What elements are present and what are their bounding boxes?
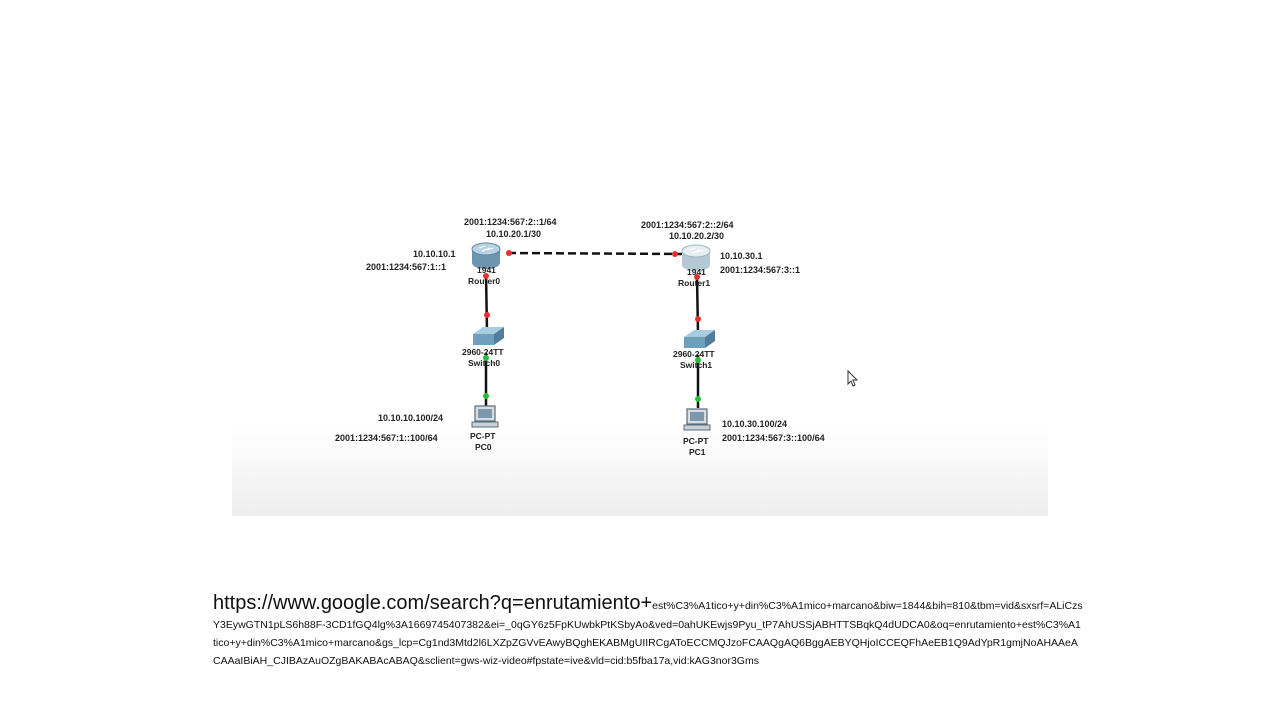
port-dot [484,312,490,318]
router0-model: 1941 [477,265,496,275]
switch0-icon[interactable] [473,327,504,345]
pc0-ipv6: 2001:1234:567:1::100/64 [335,433,438,443]
port-dot [672,251,678,257]
wan-link-router0-router1 [508,253,684,254]
pc1-name: PC1 [689,447,706,457]
pc0-name: PC0 [475,442,492,452]
pc1-model: PC-PT [683,436,709,446]
router1-name: Router1 [678,278,711,288]
switch0-name: Switch0 [468,358,501,368]
url-rest-text: est%C3%A1tico+y+din%C3%A1mico+marcano&biw=1844&bih=810&tbm=vid&sxsrf=ALiCzsY3EywGTN1pLS6h88F-3CD1fGQ4lg%3A1669745407382&ei=_0qGY6z5FpKUwbkPtKSbyAo&ved=0ahUKEwjs9Pyu_tP7AhUSSjABHTTSBqkQ4dUDCA0&oq=enrutamiento+est%C3%A1tico+y+din%C3%A1mico+marcano&gs_lcp=Cg1nd3Mtd2l6LXZpZGVvEAwyBQghEKABMgUIIRCgAToECCMQJzoFCAAQgAQ6BggAEBYQHjoICCEQFhAeEB1Q9AdYpR1gmjNoAHAAeACAAaIBiAH_CJIBAzAuOZgBAKABAcABAQ&sclient=gws-wiz-video#fpstate=ive&vld=cid:b5fba17a,vid:kAG3nor3Gms [213,600,1083,667]
router1-wan-ipv6: 2001:1234:567:2::2/64 [641,220,734,230]
url-main-text: https://www.google.com/search?q=enrutamiento+ [213,592,653,614]
router0-wan-ipv6: 2001:1234:567:2::1/64 [464,217,557,227]
switch1-icon[interactable] [684,330,715,348]
pc0-model: PC-PT [470,431,496,441]
router1-lan-ipv4: 10.10.30.1 [720,251,763,261]
pc1-ipv6: 2001:1234:567:3::100/64 [722,433,825,443]
port-dot [695,396,701,402]
pc0-icon[interactable] [472,406,498,427]
pc1-icon[interactable] [684,409,710,430]
port-dot [695,316,701,322]
router1-wan-ipv4: 10.10.20.2/30 [669,231,725,241]
topology-canvas [232,203,1048,516]
switch1-name: Switch1 [680,360,713,370]
router1-lan-ipv6: 2001:1234:567:3::1 [720,265,801,275]
router0-name: Router0 [468,276,501,286]
router1-model: 1941 [687,267,706,277]
pc1-ipv4: 10.10.30.100/24 [722,419,788,429]
port-dot [483,393,489,399]
pc0-ipv4: 10.10.10.100/24 [378,413,444,423]
router0-lan-ipv6: 2001:1234:567:1::1 [366,262,447,272]
source-url-caption [213,592,1083,669]
port-dot [506,250,512,256]
network-topology-diagram [232,203,1048,516]
mouse-cursor-icon [848,371,857,386]
router0-wan-ipv4: 10.10.20.1/30 [486,229,542,239]
switch1-model: 2960-24TT [673,349,715,359]
router0-lan-ipv4: 10.10.10.1 [413,249,456,259]
switch0-model: 2960-24TT [462,347,504,357]
